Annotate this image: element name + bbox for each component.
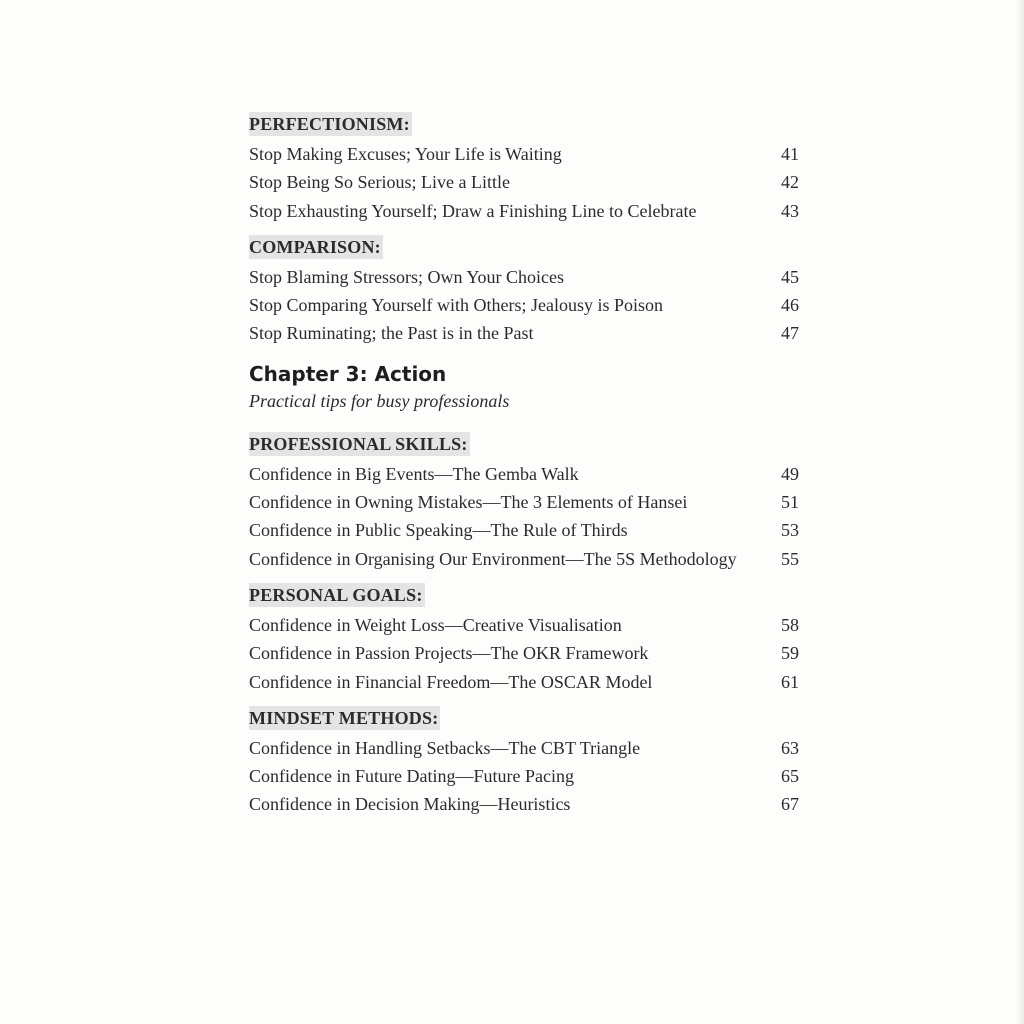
entry-page: 47: [781, 323, 799, 344]
toc-entry[interactable]: [249, 488, 799, 516]
chapter-heading: [249, 360, 799, 414]
entry-title: Confidence in Future Dating—Future Pacing: [249, 766, 574, 787]
toc-entry[interactable]: [249, 263, 799, 291]
toc-entry[interactable]: [249, 291, 799, 319]
entry-page: 43: [781, 200, 799, 221]
entry-title: Confidence in Public Speaking—The Rule of Thirds: [249, 520, 628, 541]
entry-page: 55: [781, 548, 799, 569]
entry-page: 51: [781, 492, 799, 513]
entry-title: Stop Making Excuses; Your Life is Waiting: [249, 144, 562, 164]
entry-page: 67: [781, 794, 799, 815]
toc-entry[interactable]: [249, 790, 799, 818]
toc-entry[interactable]: [249, 734, 799, 762]
entry-title: Confidence in Weight Loss—Creative Visualisation: [249, 614, 622, 635]
toc-entry[interactable]: [249, 611, 799, 639]
toc-entry[interactable]: [249, 516, 799, 544]
toc-entry[interactable]: [249, 319, 799, 347]
toc-entry[interactable]: [249, 545, 799, 573]
section-heading: PROFESSIONAL SKILLS:: [249, 433, 468, 454]
entry-title: Confidence in Handling Setbacks—The CBT Triangle: [249, 737, 641, 758]
entry-page: 49: [781, 463, 799, 484]
chapter-subtitle: Practical tips for busy professionals: [249, 390, 510, 411]
entry-page: 65: [781, 766, 799, 787]
entry-page: 53: [781, 520, 799, 541]
entry-page: 45: [781, 266, 799, 287]
page-edge: [1016, 0, 1024, 1024]
entry-page: 58: [781, 614, 799, 635]
toc-section-mindset-methods: [249, 706, 799, 819]
toc-section-personal-goals: [249, 583, 799, 696]
toc-entry[interactable]: [249, 140, 799, 168]
entry-page: 46: [781, 295, 799, 316]
entry-title: Stop Comparing Yourself with Others; Jealousy is Poison: [249, 295, 664, 316]
toc-entry[interactable]: [249, 168, 799, 196]
entry-title: Stop Exhausting Yourself; Draw a Finishing Line to Celebrate: [249, 200, 697, 221]
toc-entry[interactable]: [249, 460, 799, 488]
entry-page: 41: [781, 144, 799, 164]
entry-title: Stop Blaming Stressors; Own Your Choices: [249, 266, 565, 287]
entry-title: Confidence in Passion Projects—The OKR Framework: [249, 643, 649, 664]
section-heading: MINDSET METHODS:: [249, 707, 439, 728]
entry-title: Confidence in Decision Making—Heuristics: [249, 794, 571, 815]
toc-entry[interactable]: [249, 639, 799, 667]
section-heading: COMPARISON:: [249, 236, 381, 257]
toc-section-perfectionism: [249, 112, 799, 225]
section-heading: PERSONAL GOALS:: [249, 584, 423, 605]
table-of-contents: [249, 112, 799, 829]
section-heading: PERFECTIONISM:: [249, 114, 410, 134]
entry-page: 42: [781, 172, 799, 193]
entry-title: Confidence in Owning Mistakes—The 3 Elements of Hansei: [249, 492, 688, 513]
chapter-title[interactable]: Chapter 3: Action: [249, 361, 447, 386]
entry-title: Confidence in Big Events—The Gemba Walk: [249, 463, 579, 484]
toc-entry[interactable]: [249, 197, 799, 225]
toc-section-professional-skills: [249, 432, 799, 573]
entry-title: Confidence in Organising Our Environment—The 5S Methodology: [249, 548, 737, 569]
entry-page: 59: [781, 643, 799, 664]
entry-title: Confidence in Financial Freedom—The OSCAR Model: [249, 671, 653, 692]
entry-title: Stop Being So Serious; Live a Little: [249, 172, 510, 193]
toc-entry[interactable]: [249, 762, 799, 790]
toc-entry[interactable]: [249, 668, 799, 696]
toc-section-comparison: [249, 235, 799, 348]
entry-title: Stop Ruminating; the Past is in the Past: [249, 323, 534, 344]
entry-page: 61: [781, 671, 799, 692]
entry-page: 63: [781, 737, 799, 758]
